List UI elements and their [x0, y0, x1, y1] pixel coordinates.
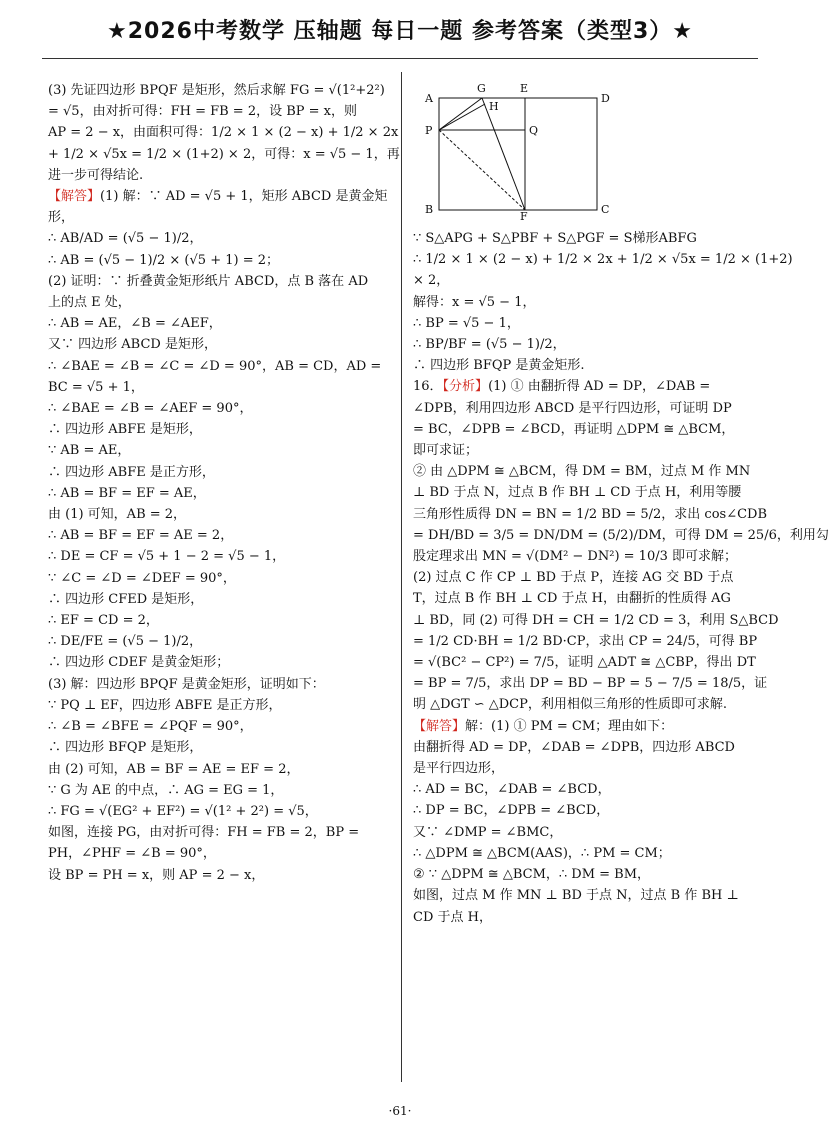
text-line: ∴ AB = AE，∠B = ∠AEF，	[48, 316, 222, 332]
text-line: ∴ 四边形 BFQP 是黄金矩形.	[413, 358, 585, 374]
text-line: ∵ ∠C = ∠D = ∠DEF = 90°，	[48, 570, 236, 586]
text-line: ∴ BP/BF = (√5 − 1)/2，	[413, 337, 566, 353]
text-line: + 1/2 × √5x = 1/2 × (1+2) × 2，可得：x = √5 − 1，再	[48, 146, 400, 162]
label-g: G	[477, 82, 486, 95]
label-c: C	[601, 203, 610, 216]
text-line: ∵ PQ ⊥ EF，四边形 ABFE 是正方形，	[48, 697, 282, 713]
text-line: 上的点 E 处，	[48, 295, 131, 311]
text-line: ② ∵ △DPM ≅ △BCM，∴ DM = BM，	[413, 867, 651, 883]
text-line: ∠DPB，利用四边形 ABCD 是平行四边形，可证明 DP	[413, 400, 732, 416]
text-line: (2) 过点 C 作 CP ⊥ BD 于点 P，连接 AG 交 BD 于点	[413, 570, 734, 586]
text-line: AP = 2 − x，由面积可得：1/2 × 1 × (2 − x) + 1/2 × 2x	[48, 125, 399, 141]
text-line: 【解答】解：(1) ① PM = CM；理由如下：	[413, 718, 674, 734]
text-line: ∴ AB = BF = EF = AE，	[48, 485, 206, 501]
text-line: 16．【分析】(1) ① 由翻折得 AD = DP，∠DAB =	[413, 379, 711, 395]
text-line: 设 BP = PH = x，则 AP = 2 − x，	[48, 867, 265, 883]
text-line: = √(BC² − CP²) = 7/5，证明 △ADT ≅ △CBP，得出 DT	[413, 655, 756, 671]
text-line: ∴ 四边形 ABFE 是矩形，	[48, 422, 202, 438]
page-title: ★2026中考数学 压轴题 每日一题 参考答案（类型3）★	[107, 19, 693, 44]
text-line: ∴ AD = BC，∠DAB = ∠BCD，	[413, 782, 611, 798]
segment-gf	[482, 98, 525, 210]
text-line: PH，∠PHF = ∠B = 90°，	[48, 846, 216, 862]
text-line: 由翻折得 AD = DP，∠DAB = ∠DPB，四边形 ABCD	[413, 739, 735, 755]
column-divider	[401, 72, 402, 1082]
text-line: 解得：x = √5 − 1，	[413, 294, 536, 310]
page-number: ·61·	[388, 1104, 412, 1118]
text-line: ② 由 △DPM ≅ △BCM，得 DM = BM，过点 M 作 MN	[413, 464, 751, 480]
text-line: ∵ AB = AE，	[48, 443, 131, 459]
label-a: A	[425, 92, 433, 105]
text-line: 明 △DGT ∽ △DCP，利用相似三角形的性质即可求解.	[413, 697, 728, 713]
text-line: ∴ DE = CF = √5 + 1 − 2 = √5 − 1，	[48, 549, 286, 565]
text-line: 由 (1) 可知，AB = 2，	[48, 507, 187, 523]
text-line: BC = √5 + 1，	[48, 379, 144, 395]
text-line: ⊥ BD，同 (2) 可得 DH = CH = 1/2 CD = 3，利用 S△BCD	[413, 612, 779, 628]
label-p: P	[425, 124, 433, 137]
text-line: 由 (2) 可知，AB = BF = AE = EF = 2，	[48, 761, 300, 777]
section-marker: 【分析】	[442, 379, 489, 395]
text-line: 形，	[48, 210, 75, 226]
label-f: F	[520, 210, 528, 223]
segment-pg	[439, 98, 482, 130]
text-line: ∴ FG = √(EG² + EF²) = √(1² + 2²) = √5，	[48, 803, 318, 819]
text-line: 股定理求出 MN = √(DM² − DN²) = 10/3 即可求解；	[413, 549, 737, 565]
label-d: D	[601, 92, 610, 105]
text-line: 即可求证；	[413, 443, 479, 459]
text-line: × 2，	[413, 273, 450, 289]
text-line: T，过点 B 作 BH ⊥ CD 于点 H，由翻折的性质得 AG	[413, 591, 731, 607]
text-line: = √5，由对折可得：FH = FB = 2，设 BP = x，则	[48, 104, 358, 120]
text-line: ∵ G 为 AE 的中点，∴ AG = EG = 1，	[48, 782, 284, 798]
section-marker: 【解答】	[413, 718, 466, 734]
text-line: ∴ EF = CD = 2，	[48, 613, 159, 629]
geometry-figure	[419, 80, 610, 223]
text-line: ∴ ∠B = ∠BFE = ∠PQF = 90°，	[48, 719, 253, 735]
text-line: ∴ 四边形 CDEF 是黄金矩形；	[48, 655, 230, 671]
text-line: ∴ AB = (√5 − 1)/2 × (√5 + 1) = 2；	[48, 252, 279, 268]
section-marker: 【解答】	[48, 189, 101, 205]
text-line: ∴ 1/2 × 1 × (2 − x) + 1/2 × 2x + 1/2 × √5x = 1/2 × (1+2)	[413, 252, 793, 268]
text-line: 如图，连接 PG，由对折可得：FH = FB = 2，BP =	[48, 825, 360, 841]
text-line: = BC，∠DPB = ∠BCD，再证明 △DPM ≅ △BCM，	[413, 421, 735, 437]
label-q: Q	[529, 124, 539, 137]
segment-pf	[439, 130, 525, 210]
rectangle-abcd	[439, 98, 597, 210]
text-line: CD 于点 H，	[413, 909, 492, 925]
text-line: ∴ DE/FE = (√5 − 1)/2，	[48, 634, 203, 650]
text-line: 又∵ ∠DMP = ∠BMC，	[413, 824, 563, 840]
text-line: ∴ 四边形 BFQP 是矩形，	[48, 740, 203, 756]
left-column	[48, 80, 400, 886]
text-line: ∴ △DPM ≅ △BCM(AAS)，∴ PM = CM；	[413, 845, 671, 861]
text-line: = 1/2 CD·BH = 1/2 BD·CP，求出 CP = 24/5，可得 BP	[413, 633, 758, 649]
text-line: 如图，过点 M 作 MN ⊥ BD 于点 N，过点 B 作 BH ⊥	[413, 888, 739, 904]
text-line: 是平行四边形，	[413, 761, 505, 777]
text-line: 【解答】(1) 解：∵ AD = √5 + 1，矩形 ABCD 是黄金矩	[48, 189, 388, 205]
text-line: = BP = 7/5，求出 DP = BD − BP = 5 − 7/5 = 18/5，证	[413, 676, 768, 692]
label-b: B	[425, 203, 434, 216]
text-line: = DH/BD = 3/5 = DN/DM = (5/2)/DM，可得 DM = 25/6，利用勾	[413, 527, 829, 543]
text-line: ∴ AB = BF = EF = AE = 2，	[48, 528, 234, 544]
title-divider	[42, 58, 758, 59]
text-line: ⊥ BD 于点 N，过点 B 作 BH ⊥ CD 于点 H，利用等腰	[413, 485, 742, 501]
text-line: ∴ 四边形 ABFE 是正方形，	[48, 464, 215, 480]
text-line: ∴ ∠BAE = ∠B = ∠AEF = 90°，	[48, 401, 253, 417]
text-line: ∴ DP = BC，∠DPB = ∠BCD，	[413, 803, 610, 819]
text-line: ∴ AB/AD = (√5 − 1)/2，	[48, 231, 203, 247]
text-line: ∴ ∠BAE = ∠B = ∠C = ∠D = 90°，AB = CD，AD =	[48, 358, 382, 374]
text-line: ∴ 四边形 CFED 是矩形，	[48, 591, 204, 607]
text-line: ∴ BP = √5 − 1，	[413, 315, 520, 331]
segment-ph	[439, 104, 485, 130]
right-column	[413, 80, 829, 928]
text-line: 三角形性质得 DN = BN = 1/2 BD = 5/2，求出 cos∠CDB	[413, 506, 768, 522]
text-line: 又∵ 四边形 ABCD 是矩形，	[48, 337, 217, 353]
label-h: H	[489, 100, 499, 113]
text-line: 进一步可得结论.	[48, 167, 144, 183]
text-line: (2) 证明：∵ 折叠黄金矩形纸片 ABCD，点 B 落在 AD	[48, 273, 369, 289]
label-e: E	[520, 82, 529, 95]
text-line: ∵ S△APG + S△PBF + S△PGF = S梯形ABFG	[413, 231, 697, 246]
text-line: (3) 解：四边形 BPQF 是黄金矩形，证明如下：	[48, 676, 325, 692]
text-line: (3) 先证四边形 BPQF 是矩形，然后求解 FG = √(1²+2²)	[48, 83, 385, 98]
